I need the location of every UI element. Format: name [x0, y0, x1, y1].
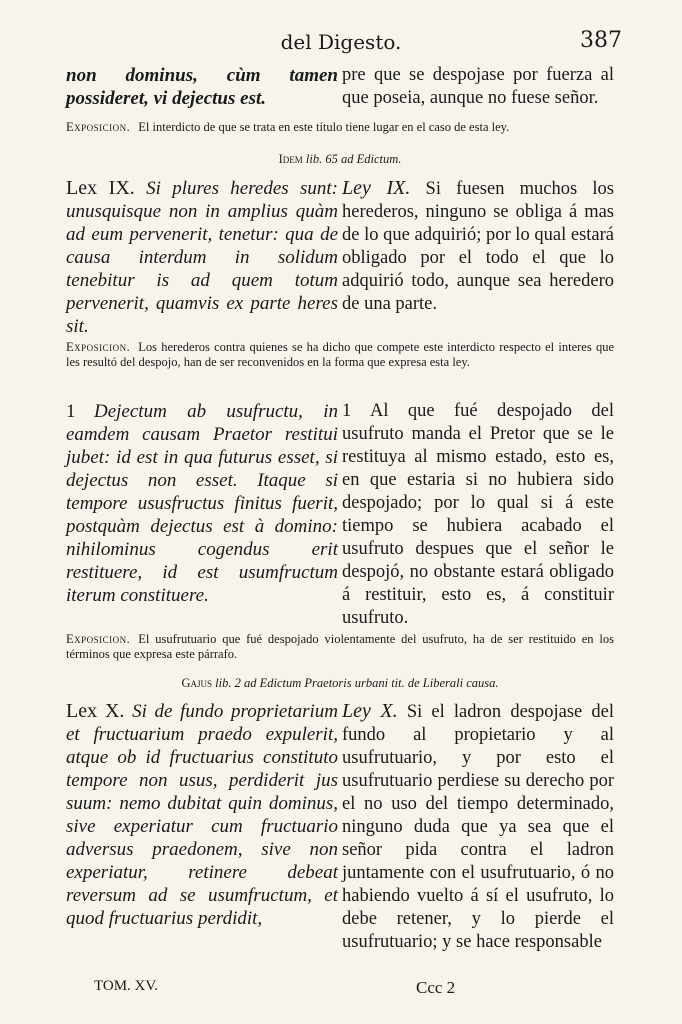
exposicion-text: Los herederos contra quienes se ha dicho que compete este interdicto respecto el interes que les resultó del despojo, han de ser reconvenidos en la forma que expresa esta ley.: [66, 340, 614, 369]
signature-mark: Ccc 2: [416, 978, 456, 997]
source-ref: lib. 2 ad Edictum Praetoris urbani tit. de Liberali causa.: [215, 676, 499, 690]
lex-9: [66, 177, 614, 338]
lex10-spanish-lead: Ley X.: [342, 700, 398, 722]
lex-10: [66, 700, 614, 954]
exposicion-text: El usufrutuario que fué despojado violentamente del usufruto, ha de ser restituido en los términos que expresa este párrafo.: [66, 632, 614, 661]
exposicion-label: Exposicion.: [66, 340, 131, 354]
lex10-latin: [66, 700, 338, 954]
lex10-latin-text: Si de fundo proprietarium et fructuarium praedo expulerit, atque ob id fructuarius constituto tempore non usus, perdiderit jus suum: nemo dubitat quin dominus, sive experiatur cum fructuario adversus praedonem, sive non experiatur, retinere debeat reversum ad se usumfructum, et quod fructuarius perdidit,: [66, 701, 338, 929]
lex9-spanish-text: Si fuesen muchos los herederos, ninguno se obliga á mas de lo que adquirió; por lo qual estará obligado por el todo el que lo adquirió todo, aunque sea heredero de una parte.: [342, 179, 614, 314]
exposicion-2: [66, 340, 614, 370]
source-2: [66, 676, 614, 691]
exposicion-label: Exposicion.: [66, 120, 131, 134]
page-footer: [66, 978, 614, 998]
lex9-latin: [66, 177, 338, 338]
top-spanish: pre que se despojase por fuerza al que poseia, aunque no fuese señor.: [342, 65, 614, 108]
source-author: Gajus: [181, 676, 213, 690]
lex10-latin-lead: Lex X.: [66, 700, 125, 722]
source-ref: lib. 65 ad Edictum.: [305, 152, 402, 166]
source-author: Idem: [278, 152, 303, 166]
lex9-spanish: [342, 177, 614, 338]
running-title: del Digesto.: [280, 30, 402, 54]
para1-spanish-text: Al que fué despojado del usufruto manda el Pretor que se le restituya al mismo estado, esto es, en que estaria si no hubiera sido despojado; por lo qual si á este tiempo se hubiera acabado el usufruto despues que el señor le despojó, no obstante estará obligado á restituir, esto es, á constituir usufruto.: [342, 401, 614, 628]
top-latin: non dominus, cùm tamen possideret, vi dejectus est.: [66, 65, 338, 109]
lex9-latin-text: Si plures heredes sunt: unusquisque non in amplius quàm ad eum pervenerit, tenetur: qua de causa interdum in solidum tenebitur is ad quem totum pervenerit, quamvis ex parte heres sit.: [66, 178, 338, 337]
lex10-spanish: [342, 700, 614, 954]
para1-latin: [66, 400, 338, 630]
lex10-spanish-text: Si el ladron despojase del fundo al propietario y al usufrutuario, y por esto el usufrutuario perdiese su derecho por el no uso del tiempo determinado, ninguno duda que ya sea que el señor pida contra el ladron juntamente con el usufrutuario, ó no habiendo vuelto á sí el usufruto, lo debe retener, y lo pierde el usufrutuario; y se hace responsable: [342, 702, 615, 952]
exposicion-text: El interdicto de que se trata en este título tiene lugar en el caso de esta ley.: [138, 120, 510, 134]
exposicion-3: [66, 632, 614, 662]
exposicion-1: [66, 120, 614, 135]
para1-spanish: [342, 400, 614, 630]
running-header: [60, 30, 622, 60]
top-block: [66, 64, 614, 110]
source-1: [66, 152, 614, 167]
paragraph-1: [66, 400, 614, 630]
volume-mark: TOM. XV.: [94, 978, 159, 994]
para1-number-es: 1: [342, 401, 352, 421]
para1-number: 1: [66, 401, 76, 422]
lex9-latin-lead: Lex IX.: [66, 177, 135, 199]
lex9-spanish-lead: Ley IX.: [342, 177, 411, 199]
exposicion-label: Exposicion.: [66, 632, 131, 646]
para1-latin-text: Dejectum ab usufructu, in eamdem causam Praetor restitui jubet: id est in qua futurus esset, si dejectus non esset. Itaque si tempore ususfructus finitus fuerit, postquàm dejectus est à domino: nihilominus cogendus erit restituere, id est usumfructum iterum constituere.: [66, 401, 338, 606]
page-number: 387: [580, 28, 622, 53]
